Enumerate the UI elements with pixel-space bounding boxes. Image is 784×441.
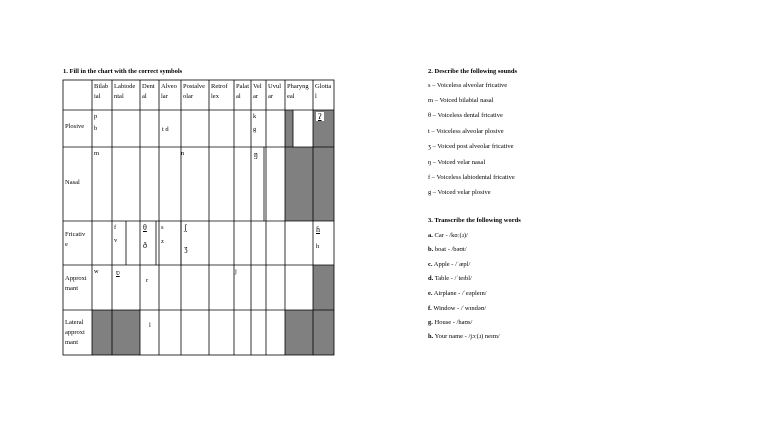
transcription-item: e. Airplane - /ˈeəpleɪn/ xyxy=(428,290,487,297)
row-header-lateral-approximant: Lateral approxi mant xyxy=(65,319,85,346)
transcription-item: a. Car - /kɑː(ɹ)/ xyxy=(428,232,468,239)
symbol-eng: ŋ xyxy=(254,150,258,159)
symbol-glottal-stop: ʔ xyxy=(318,112,322,121)
symbol-labiodental-approximant: ʋ xyxy=(116,268,120,277)
col-header-palatal: Palat al xyxy=(236,83,249,100)
symbol-s: s xyxy=(161,224,164,231)
description-item: ʒ – Voiced post alveolar fricative xyxy=(428,143,514,150)
symbol-p: p xyxy=(94,113,98,120)
col-header-uvular: Uvul ar xyxy=(268,83,281,100)
description-item: m – Voiced bilabial nasal xyxy=(428,97,494,104)
symbol-esh: ʃ xyxy=(184,223,187,232)
col-header-velar: Vel ar xyxy=(253,83,262,100)
symbol-l: l xyxy=(149,322,151,329)
symbol-b: b xyxy=(94,125,98,132)
description-item: ŋ – Voiced velar nasal xyxy=(428,159,486,166)
col-header-retroflex: Retrof lex xyxy=(211,83,228,100)
symbol-k: k xyxy=(253,113,257,120)
symbol-z: z xyxy=(161,238,164,245)
symbol-j: j xyxy=(235,268,237,275)
transcription-item: f. Window - /ˈwɪndəʊ/ xyxy=(428,305,487,312)
symbol-w: w xyxy=(94,268,99,275)
col-header-pharyngeal: Pharyng eal xyxy=(287,83,309,100)
symbol-ezh: ʒ xyxy=(184,244,188,253)
col-header-bilabial: Bilab ial xyxy=(94,83,109,100)
transcription-item: h. Your name - /jɔː(ɹ) neɪm/ xyxy=(428,333,500,340)
description-item: g – Voiced velar plosive xyxy=(428,189,491,196)
col-header-glottal: Glotta l xyxy=(315,83,332,100)
row-header-fricative: Fricativ e xyxy=(65,231,86,248)
row-header-plosive: Plosive xyxy=(65,123,85,130)
col-header-dental: Dent al xyxy=(142,83,155,100)
symbol-r: r xyxy=(146,277,149,284)
symbol-n: n xyxy=(181,150,185,157)
symbol-t-d: t d xyxy=(162,126,169,133)
symbol-h-hook: ɦ xyxy=(316,225,320,234)
description-item: s – Voiceless alveolar fricative xyxy=(428,82,508,89)
transcription-item: c. Apple - /ˈæpl/ xyxy=(428,261,471,268)
symbol-m: m xyxy=(94,150,100,157)
part2-title: 2. Describe the following sounds xyxy=(428,68,518,75)
part3-title: 3. Transcribe the following words xyxy=(428,217,521,224)
description-item: θ – Voiceless dental fricative xyxy=(428,112,503,119)
symbol-theta: θ xyxy=(143,223,147,232)
col-header-alveolar: Alveo lar xyxy=(161,83,177,100)
symbol-eth: ð xyxy=(143,241,147,250)
transcription-item: g. House - /haʊs/ xyxy=(428,319,473,326)
col-header-labiodental: Labiode ntal xyxy=(114,83,136,100)
part1-title: 1. Fill in the chart with the correct symbols xyxy=(63,68,183,75)
transcription-item: b. boat - /bəʊt/ xyxy=(428,246,467,253)
description-item: t – Voiceless alveolar plosive xyxy=(428,128,504,135)
transcription-item: d. Table - /ˈteɪbl/ xyxy=(428,275,472,282)
col-header-postalveolar: Postalve olar xyxy=(183,83,206,100)
row-header-nasal: Nasal xyxy=(65,179,80,186)
row-header-approximant: Approxi mant xyxy=(65,275,87,292)
symbol-f: f xyxy=(114,224,117,231)
description-item: f – Voiceless labiodental fricative xyxy=(428,174,515,181)
symbol-v: v xyxy=(114,237,118,244)
symbol-h: h xyxy=(316,243,320,250)
symbol-g: g xyxy=(253,126,257,133)
